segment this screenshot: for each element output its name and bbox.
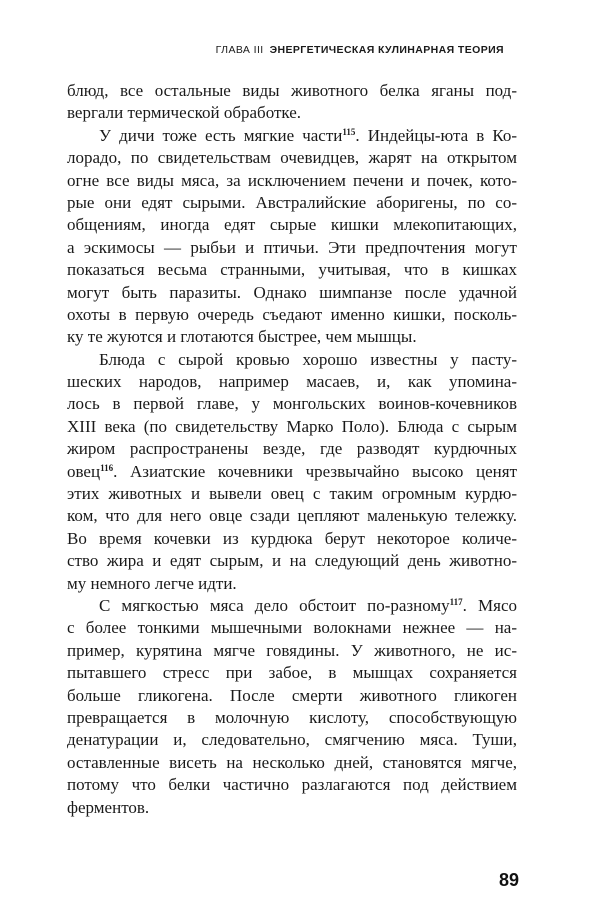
line-text: с более тонкими мышечными волокнами нежнее — на- bbox=[67, 618, 517, 638]
text-line bbox=[67, 170, 517, 192]
text-line bbox=[67, 640, 517, 662]
line-text: ство жира и едят сырым, и на следующий день животно- bbox=[67, 551, 517, 571]
paragraph bbox=[67, 349, 517, 595]
line-text: лось в первой главе, у монгольских воинов-кочевников bbox=[67, 394, 517, 414]
line-text-continuation: . Азиатские кочевники чрезвычайно высоко ценят bbox=[113, 461, 517, 481]
line-text: ком, что для него овце сзади цепляют маленькую тележку. bbox=[67, 506, 517, 526]
line-text: этих животных и вывели овец с таким огромным курдю- bbox=[67, 484, 517, 504]
line-text: потому что белки частично разлагаются под действием bbox=[67, 775, 517, 795]
line-text: вергали термической обработке. bbox=[67, 103, 302, 123]
text-line bbox=[67, 371, 517, 393]
line-text: Блюда с сырой кровью хорошо известны у пасту- bbox=[99, 349, 517, 369]
line-text: оставленные висеть на несколько дней, становятся мягче, bbox=[67, 752, 517, 772]
line-text: ферментов. bbox=[67, 797, 150, 817]
text-line bbox=[67, 416, 517, 438]
text-line bbox=[67, 147, 517, 169]
line-text: денатурации и, следовательно, смягчению мяса. Туши, bbox=[67, 730, 517, 750]
line-text: больше гликогена. После смерти животного гликоген bbox=[67, 685, 517, 705]
line-text: а эскимосы — рыбьи и птичьи. Эти предпочтения могут bbox=[67, 237, 517, 257]
line-text: могут быть паразиты. Однако шимпанзе после удачной bbox=[67, 282, 517, 302]
text-line bbox=[67, 282, 517, 304]
footnote-marker: 116 bbox=[100, 462, 114, 473]
text-line bbox=[67, 214, 517, 236]
text-line bbox=[67, 125, 517, 147]
text-line bbox=[67, 550, 517, 572]
line-text: пытавшего стресс при забое, в мышцах сохраняется bbox=[67, 663, 517, 683]
text-line bbox=[67, 752, 517, 774]
footnote-marker: 117 bbox=[449, 596, 463, 607]
text-line bbox=[67, 237, 517, 259]
line-text: блюд, все остальные виды животного белка яганы под- bbox=[67, 81, 517, 100]
text-line bbox=[67, 573, 517, 595]
text-line bbox=[67, 461, 517, 483]
text-line bbox=[67, 774, 517, 796]
text-line bbox=[67, 304, 517, 326]
line-text: пример, курятина мягче говядины. У животного, не ис- bbox=[67, 640, 517, 660]
text-line bbox=[67, 349, 517, 371]
paragraph bbox=[67, 595, 517, 819]
chapter-title: ЭНЕРГЕТИЧЕСКАЯ КУЛИНАРНАЯ ТЕОРИЯ bbox=[269, 44, 504, 56]
page-number: 89 bbox=[498, 870, 519, 890]
line-text: превращается в молочную кислоту, способствующую bbox=[67, 707, 517, 727]
line-text: рые они едят сырыми. Австралийские аборигены, по со- bbox=[67, 192, 517, 212]
line-text: С мягкостью мяса дело обстоит по-разному bbox=[99, 595, 450, 615]
text-line bbox=[67, 259, 517, 281]
text-line bbox=[67, 80, 517, 102]
paragraph bbox=[67, 125, 517, 349]
line-text: У дичи тоже есть мягкие части bbox=[99, 125, 343, 145]
line-text: XIII века (по свидетельству Марко Поло). Блюда с сырым bbox=[67, 416, 517, 436]
line-text: овец bbox=[67, 461, 101, 481]
body-text bbox=[67, 80, 517, 819]
line-text: жиром распространены везде, где разводят курдючных bbox=[67, 439, 517, 459]
text-line bbox=[67, 483, 517, 505]
text-line bbox=[67, 505, 517, 527]
paragraph bbox=[67, 80, 517, 125]
line-text: Во время кочевки из курдюка берут некоторое количе- bbox=[67, 528, 517, 548]
text-line bbox=[67, 326, 517, 348]
text-line bbox=[67, 528, 517, 550]
text-line bbox=[67, 685, 517, 707]
footnote-marker: 115 bbox=[342, 126, 356, 137]
text-line bbox=[67, 192, 517, 214]
text-line bbox=[67, 662, 517, 684]
line-text-continuation: . Мясо bbox=[462, 595, 517, 615]
chapter-label: ГЛАВА III bbox=[215, 44, 264, 56]
line-text: лорадо, по свидетельствам очевидцев, жарят на открытом bbox=[67, 148, 517, 168]
text-line bbox=[67, 617, 517, 639]
line-text: охоты в первую очередь съедают именно кишки, посколь- bbox=[67, 304, 517, 324]
line-text: шеских народов, например масаев, и, как упомина- bbox=[67, 372, 517, 392]
text-line bbox=[67, 729, 517, 751]
line-text-continuation: . Индейцы-юта в Ко- bbox=[355, 125, 517, 145]
line-text: показаться весьма странными, учитывая, что в кишках bbox=[67, 260, 517, 280]
text-line bbox=[67, 393, 517, 415]
line-text: ку те жуются и глотаются быстрее, чем мышцы. bbox=[67, 327, 417, 347]
line-text: му немного легче идти. bbox=[67, 573, 237, 593]
text-line bbox=[67, 438, 517, 460]
line-text: общениям, иногда едят сырые кишки млекопитающих, bbox=[67, 215, 517, 235]
text-line bbox=[67, 102, 517, 124]
text-line bbox=[67, 595, 517, 617]
text-line bbox=[67, 707, 517, 729]
running-head bbox=[216, 44, 504, 56]
line-text: огне все виды мяса, за исключением печени и почек, кото- bbox=[67, 170, 517, 190]
text-line bbox=[67, 797, 517, 819]
